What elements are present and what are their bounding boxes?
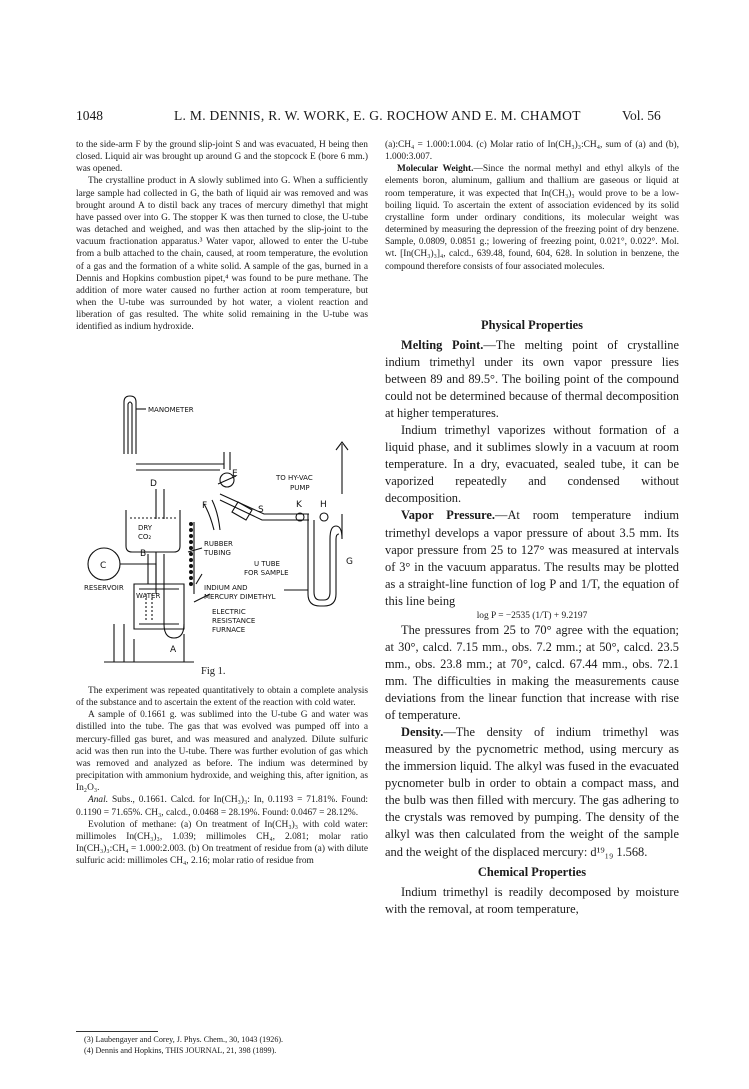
melting-point-heading: Melting Point. xyxy=(401,338,484,352)
label-electric: ELECTRIC xyxy=(212,608,246,616)
label-resistance: RESISTANCE xyxy=(212,617,256,625)
paragraph: (a):CH₄ = 1.000:1.004. (c) Molar ratio of In(CH₃)₃:CH₄, sum of (a) and (b), 1.000:3.007. xyxy=(385,140,679,163)
label-d: D xyxy=(150,479,157,489)
label-indium: INDIUM AND xyxy=(204,584,248,592)
melting-point-paragraph xyxy=(385,337,679,422)
label-s: S xyxy=(258,505,264,515)
label-tubing: TUBING xyxy=(204,549,231,557)
analysis-text: Subs., 0.1661. Calcd. for In(CH₃)₃: In, 0.1193 = 71.81%. Found: 0.1190 = 71.65%. CH₃, calcd., 0.0468 = 28.19%. Found: 0.0467 = 28.12%. xyxy=(76,795,368,818)
paragraph: A sample of 0.1661 g. was sublimed into the U-tube G and water was distilled into the tube. The gas that was evolved was pumped off into a mercury-filled gas buret, and was measured and analyzed. Dilute sulfuric acid was then run into the U-tube. There was further evolution of gas which was removed and analyzed as before. The indium was determined by precipitation with ammonium hydroxide, and weighing this, after ignition, as In₂O₃. xyxy=(76,710,368,794)
label-to-vac: TO HY-VAC xyxy=(276,474,313,482)
paragraph: Evolution of methane: (a) On treatment of In(CH₃)₃ with cold water: millimoles In(CH₃)₃, 1.039; millimoles CH₄, 2.081; molar ratio In(CH₃)₃:CH₄ = 1.000:2.003. (b) On treatment of residue from (a) with dilute sulfuric acid: millimoles CH₄, 2.16; molar ratio of residue from xyxy=(76,819,368,867)
paragraph: Indium trimethyl is readily decomposed by moisture with the removal, at room temperature, xyxy=(385,884,679,916)
molecular-weight-heading: Molecular Weight. xyxy=(397,164,474,175)
label-pump: PUMP xyxy=(290,484,310,492)
apparatus-figure xyxy=(84,394,364,664)
paragraph: to the side-arm F by the ground slip-joint S and was evacuated, H being then closed. Liquid air was brought up around G and the stopcock E (bore 6 mm.) was opened. xyxy=(76,140,368,175)
figure-caption: Fig 1. xyxy=(201,666,226,677)
density-heading: Density. xyxy=(401,725,444,740)
label-h: H xyxy=(320,500,327,510)
label-c: C xyxy=(100,561,107,571)
melting-point-text: —The melting point of crystalline indium trimethyl under its own vapor pressure lies between 89 and 89.5°. The boiling point of the compound could not be determined because of thermal decomposition at higher temperatures. xyxy=(385,338,679,421)
right-column-top xyxy=(385,139,679,273)
label-b: B xyxy=(140,549,147,559)
density-paragraph xyxy=(385,724,679,860)
paragraph: The experiment was repeated quantitatively to obtain a complete analysis of the substance and to ascertain the extent of the reaction with cold water. xyxy=(76,686,368,709)
vapor-pressure-equation: log P = −2535 (1/T) + 9.2197 xyxy=(476,610,588,621)
footnote-4: (4) Dennis and Hopkins, THIS JOURNAL, 21, 398 (1899). xyxy=(84,1046,277,1055)
vapor-pressure-text: —At room temperature indium trimethyl develops a vapor pressure of about 3.5 mm. Its vapor pressure from 25 to 127° was measured at intervals of 3° in the vacuum apparatus. The results may be plotted as a straight-line function of log P and 1/T, the equation of this line being xyxy=(385,508,679,608)
footnote-3: (3) Laubengayer and Corey, J. Phys. Chem., 30, 1043 (1926). xyxy=(84,1035,284,1044)
vapor-pressure-heading: Vapor Pressure. xyxy=(401,508,496,523)
paragraph: Indium trimethyl vaporizes without formation of a liquid phase, and it sublimes slowly in a vacuum at room temperature. In a dry, evacuated, sealed tube, it can be vaporized repeatedly and condensed without decomposition. xyxy=(385,423,679,506)
analysis-paragraph xyxy=(76,794,368,818)
running-head-volume: Vol. 56 xyxy=(622,108,661,123)
label-e: E xyxy=(232,469,238,479)
molecular-weight-paragraph xyxy=(385,163,679,272)
label-g: G xyxy=(346,557,353,567)
label-rubber: RUBBER xyxy=(204,540,233,548)
footnotes xyxy=(84,1034,374,1056)
label-reservoir: RESERVOIR xyxy=(84,584,124,592)
running-head-authors: L. M. DENNIS, R. W. WORK, E. G. ROCHOW AND E. M. CHAMOT xyxy=(174,108,581,123)
label-utube: U TUBE xyxy=(254,560,280,568)
section-heading-chemical: Chemical Properties xyxy=(477,864,587,879)
label-furnace: FURNACE xyxy=(212,626,246,634)
vapor-pressure-paragraph xyxy=(385,507,679,609)
label-k: K xyxy=(296,500,302,510)
molecular-weight-text: —Since the normal methyl and ethyl alkyls of the elements boron, aluminum, gallium and thallium are gaseous or liquid at room temperature, it was expected that In(CH₃)₃ would prove to be a low-boiling liquid. To ascertain the extent of association evidenced by its solid crystalline form under ordinary conditions, its molecular weight was determined by measuring the depression of the freezing point of dry benzene. Sample, 0.0809, 0.0851 g.; lowering of freezing point, 0.021°, 0.022°. Mol. wt. [In(CH₃)₃]₄, calcd., 639.48, found, 604, 628. In solution in benzene, the compound therefore consists of four associated molecules. xyxy=(385,164,680,272)
section-heading-physical: Physical Properties xyxy=(481,318,583,332)
label-for-sample: FOR SAMPLE xyxy=(244,569,289,577)
label-f: F xyxy=(202,501,208,511)
footnote-rule xyxy=(76,1031,158,1032)
label-dry: DRY xyxy=(138,524,153,532)
label-a: A xyxy=(170,645,177,655)
left-column-bottom xyxy=(76,685,368,867)
analysis-label: Anal. xyxy=(88,795,109,806)
label-mercury: MERCURY DIMETHYL xyxy=(204,593,276,601)
label-manometer: MANOMETER xyxy=(148,406,194,414)
density-text: —The density of indium trimethyl was measured by the pycnometric method, using mercury as the immersion liquid. The alkyl was fused in the evacuated pycnometer bulb in order to obtain a compact mass, and the bulb was then filled with mercury. The gas adhering to the crystals was removed by pumping. The density of the alkyl was then calculated from the weight of the sample and the weight of the displaced mercury: d¹⁹₁₉ 1.568. xyxy=(385,725,679,859)
paragraph: The pressures from 25 to 70° agree with the equation; at 30°, calcd. 7.15 mm., obs. 7.2 mm.; at 50°, calcd. 23.5 mm., obs. 23.8 mm.; at 70°, calcd. 67.44 mm., obs. 72.1 mm. The difficulties in making the measurements cause deviations from the linear function that increase with rise of temperature. xyxy=(385,622,679,723)
label-water: WATER xyxy=(136,592,161,600)
page-number: 1048 xyxy=(76,108,103,123)
paragraph: The crystalline product in A slowly sublimed into G. When a sufficiently large sample had collected in G, the bath of liquid air was removed and was brought around A to distil back any traces of mercury dimethyl that might have passed over into G. The stopper K was then turned to close, the U-tube was detached and weighed, and was then attached by the slip-joint to the vacuum fractionation apparatus.³ Water vapor, allowed to enter the U-tube from a bulb attached to the chain, caused, at room temperature, the evolution of a gas and the formation of a white solid. A sample of the gas, burned in a Dennis and Hopkins combustion pipet,⁴ was found to be pure methane. The addition of more water caused no further action at room temperature, but when the U-tube was surrounded by hot water, a violent reaction and liberation of gas resulted. The white solid remaining in the U-tube was identified as indium hydroxide. xyxy=(76,176,368,333)
right-column-bottom xyxy=(385,314,679,918)
label-co2: CO₂ xyxy=(138,533,152,541)
left-column-top xyxy=(76,139,368,334)
